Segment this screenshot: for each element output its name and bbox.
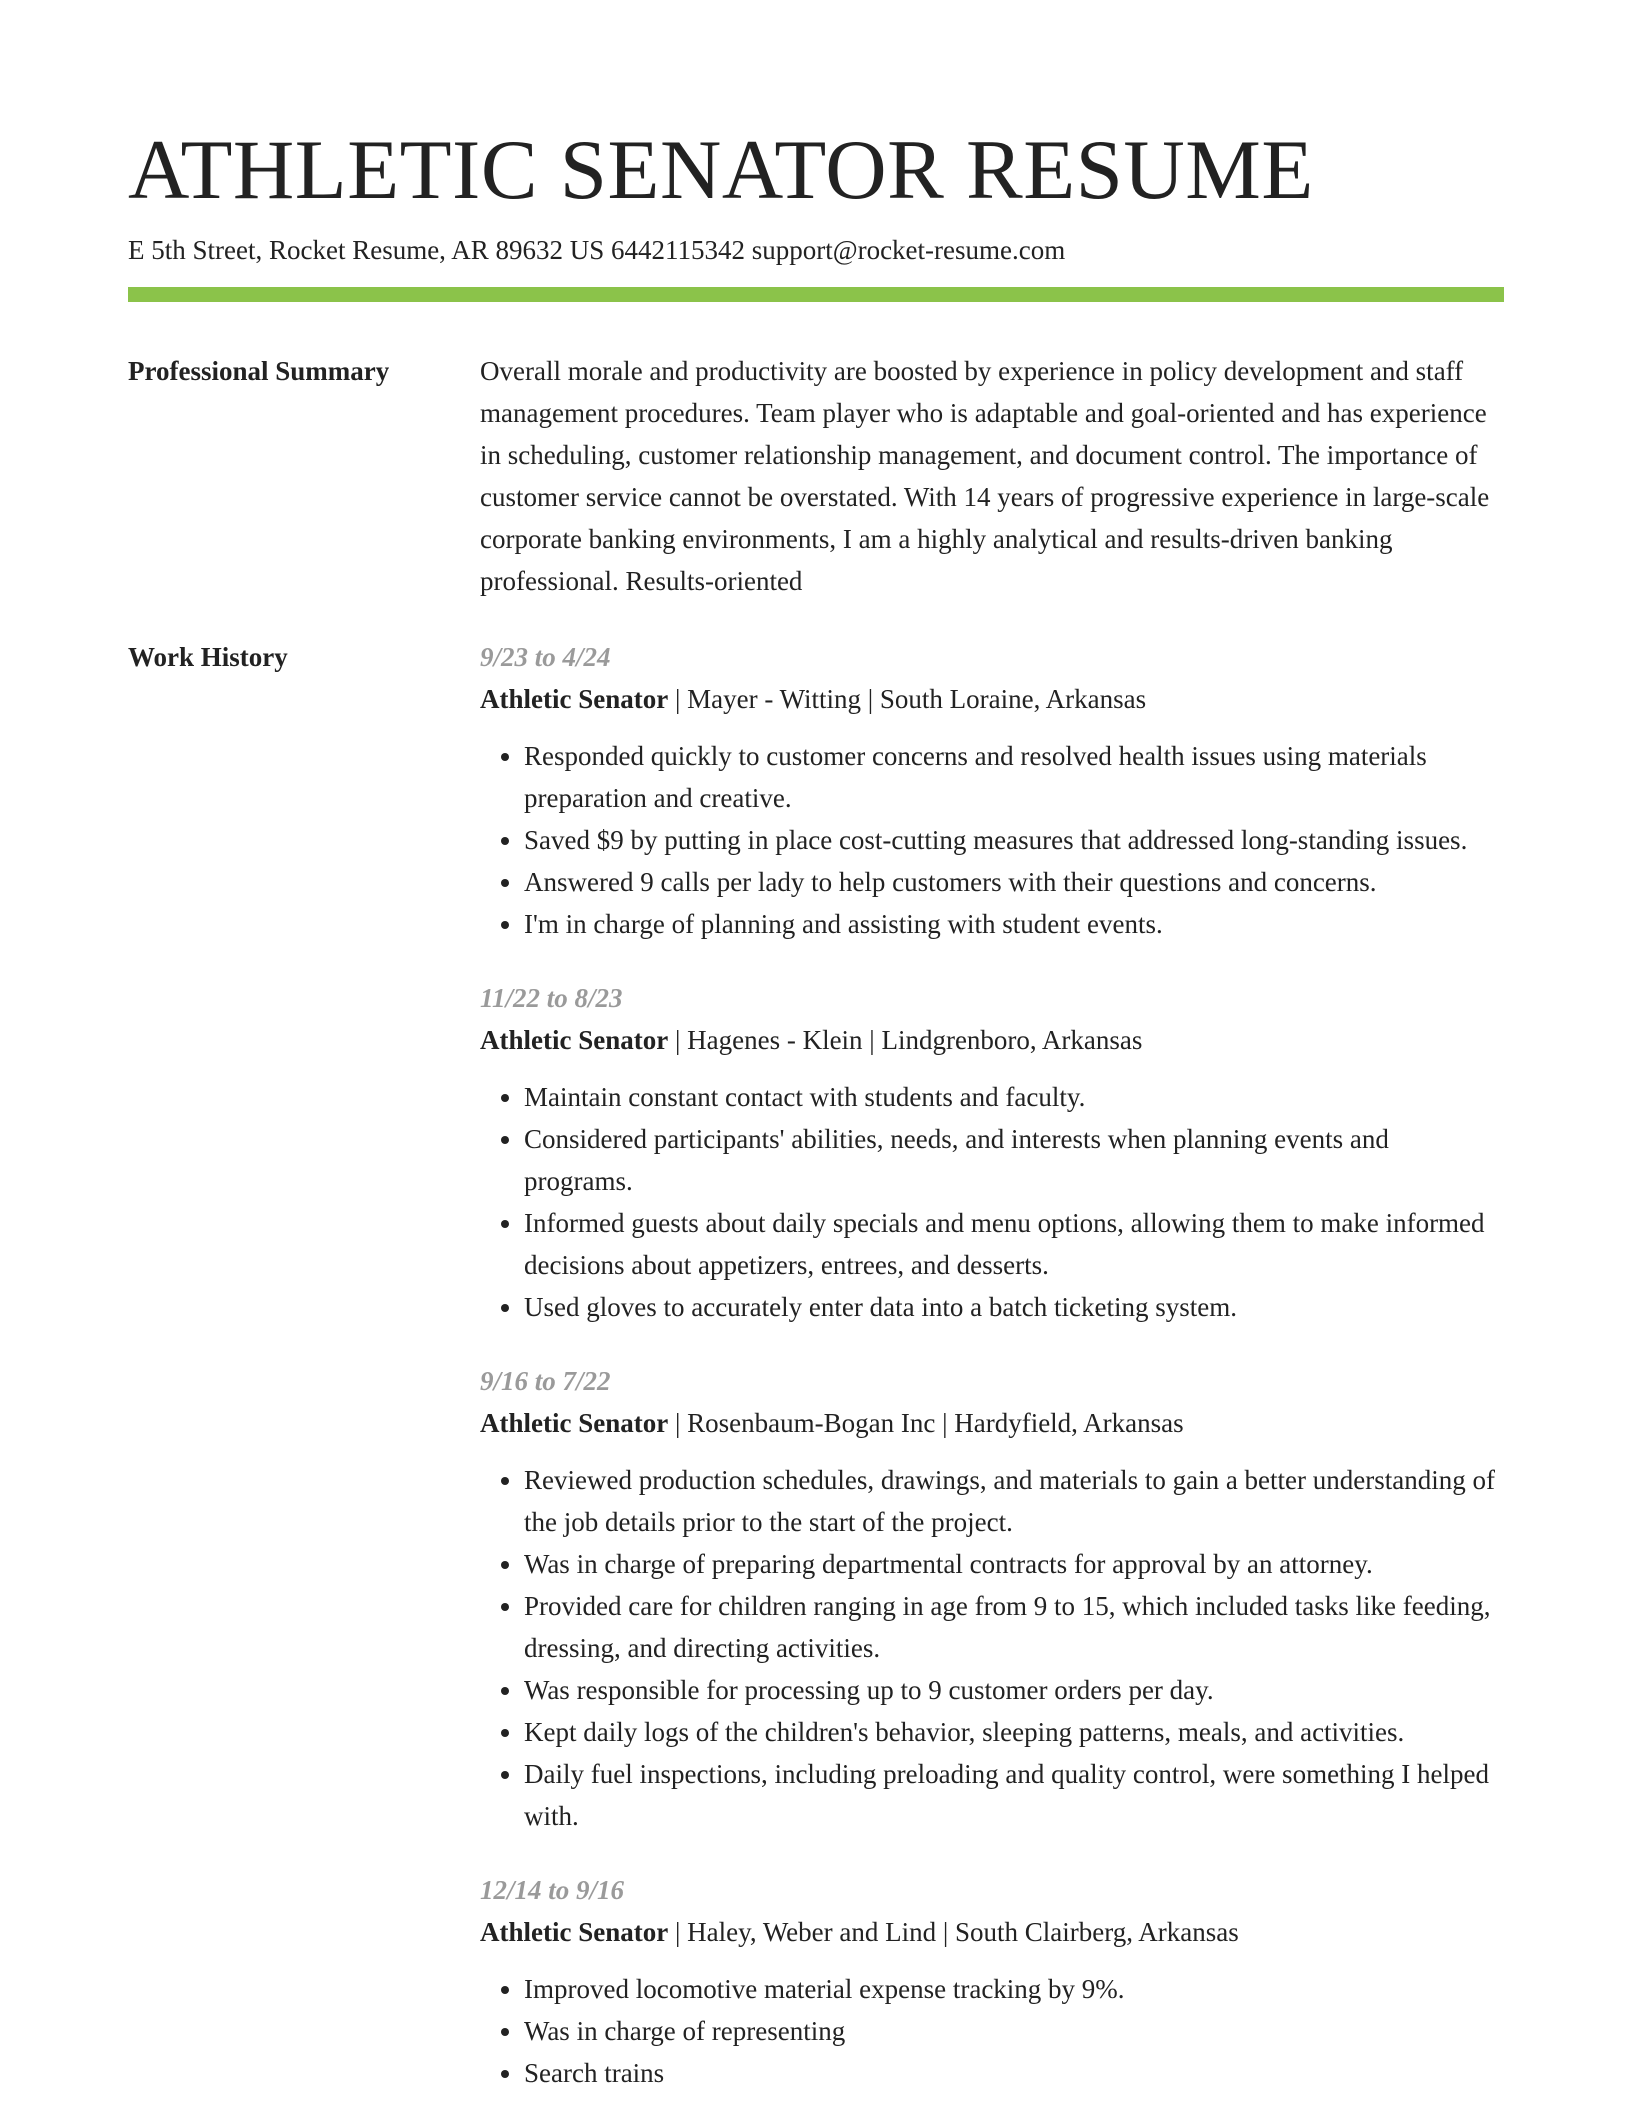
job-bullet-list: [480, 1076, 1504, 1328]
resume-page: [128, 0, 1504, 2112]
job-entry: [480, 1869, 1504, 2094]
job-bullet: • I'm in charge of planning and assisting with student events.: [524, 903, 1504, 945]
job-dates: 9/16 to 7/22: [480, 1366, 611, 1396]
job-bullet: • Was in charge of preparing departmental contracts for approval by an attorney.: [524, 1543, 1504, 1585]
job-bullet-list: [480, 1968, 1504, 2094]
job-heading: [480, 1402, 1504, 1444]
job-title: Athletic Senator: [480, 1917, 669, 1947]
job-bullet: • Saved $9 by putting in place cost-cutting measures that addressed long-standing issues.: [524, 819, 1504, 861]
job-bullet: • Reviewed production schedules, drawings, and materials to gain a better understanding of the job details prior to the start of the project.: [524, 1459, 1504, 1543]
job-employer-location: | Rosenbaum-Bogan Inc | Hardyfield, Arkansas: [668, 1408, 1184, 1438]
job-heading: [480, 1019, 1504, 1061]
job-entry: [480, 636, 1504, 945]
job-heading: [480, 1911, 1504, 1953]
section-label-work: Work History: [128, 642, 288, 672]
summary-body: [480, 350, 1504, 602]
job-title: Athletic Senator: [480, 1408, 669, 1438]
job-bullet-list: [480, 1459, 1504, 1837]
job-bullet: • Improved locomotive material expense tracking by 9%.: [524, 1968, 1504, 2010]
work-history-body: [480, 636, 1504, 2112]
job-bullet: • Was responsible for processing up to 9 customer orders per day.: [524, 1669, 1504, 1711]
job-bullet: • Answered 9 calls per lady to help customers with their questions and concerns.: [524, 861, 1504, 903]
job-entry: [480, 1360, 1504, 1837]
job-dates: 12/14 to 9/16: [480, 1875, 625, 1905]
header-divider: [128, 287, 1504, 302]
professional-summary-section: [128, 350, 1504, 602]
job-bullet: • Considered participants' abilities, needs, and interests when planning events and programs.: [524, 1118, 1504, 1202]
resume-title: ATHLETIC SENATOR RESUME: [128, 123, 1314, 217]
section-label-summary: Professional Summary: [128, 356, 390, 386]
job-employer-location: | Hagenes - Klein | Lindgrenboro, Arkansas: [668, 1025, 1143, 1055]
job-bullet-list: [480, 735, 1504, 945]
job-bullet: • Used gloves to accurately enter data into a batch ticketing system.: [524, 1286, 1504, 1328]
job-dates: 9/23 to 4/24: [480, 642, 611, 672]
job-bullet: • Search trains: [524, 2052, 1504, 2094]
job-bullet: • Kept daily logs of the children's behavior, sleeping patterns, meals, and activities.: [524, 1711, 1504, 1753]
job-bullet: • Informed guests about daily specials and menu options, allowing them to make informed decisions about appetizers, entrees, and desserts.: [524, 1202, 1504, 1286]
job-employer-location: | Haley, Weber and Lind | South Clairberg, Arkansas: [668, 1917, 1239, 1947]
job-dates: 11/22 to 8/23: [480, 983, 623, 1013]
job-bullet: • Maintain constant contact with students and faculty.: [524, 1076, 1504, 1118]
work-history-section: [128, 636, 1504, 2112]
job-bullet: • Daily fuel inspections, including preloading and quality control, were something I helped with.: [524, 1753, 1504, 1837]
job-bullet: • Was in charge of representing: [524, 2010, 1504, 2052]
job-employer-location: | Mayer - Witting | South Loraine, Arkansas: [668, 684, 1147, 714]
job-title: Athletic Senator: [480, 684, 669, 714]
job-entry: [480, 977, 1504, 1328]
contact-line: E 5th Street, Rocket Resume, AR 89632 US 6442115342 support@rocket-resume.com: [128, 235, 1066, 265]
job-heading: [480, 678, 1504, 720]
job-bullet: • Provided care for children ranging in age from 9 to 15, which included tasks like feeding, dressing, and directing activities.: [524, 1585, 1504, 1669]
summary-text: Overall morale and productivity are boosted by experience in policy development and staff management procedures. Team player who is adaptable and goal-oriented and has experience in scheduling, customer relationship management, and document control. The importance of customer service cannot be overstated. With 14 years of progressive experience in large-scale corporate banking environments, I am a highly analytical and results-driven banking professional. Results-oriented: [480, 356, 1490, 596]
job-title: Athletic Senator: [480, 1025, 669, 1055]
job-bullet: • Responded quickly to customer concerns and resolved health issues using materials preparation and creative.: [524, 735, 1504, 819]
